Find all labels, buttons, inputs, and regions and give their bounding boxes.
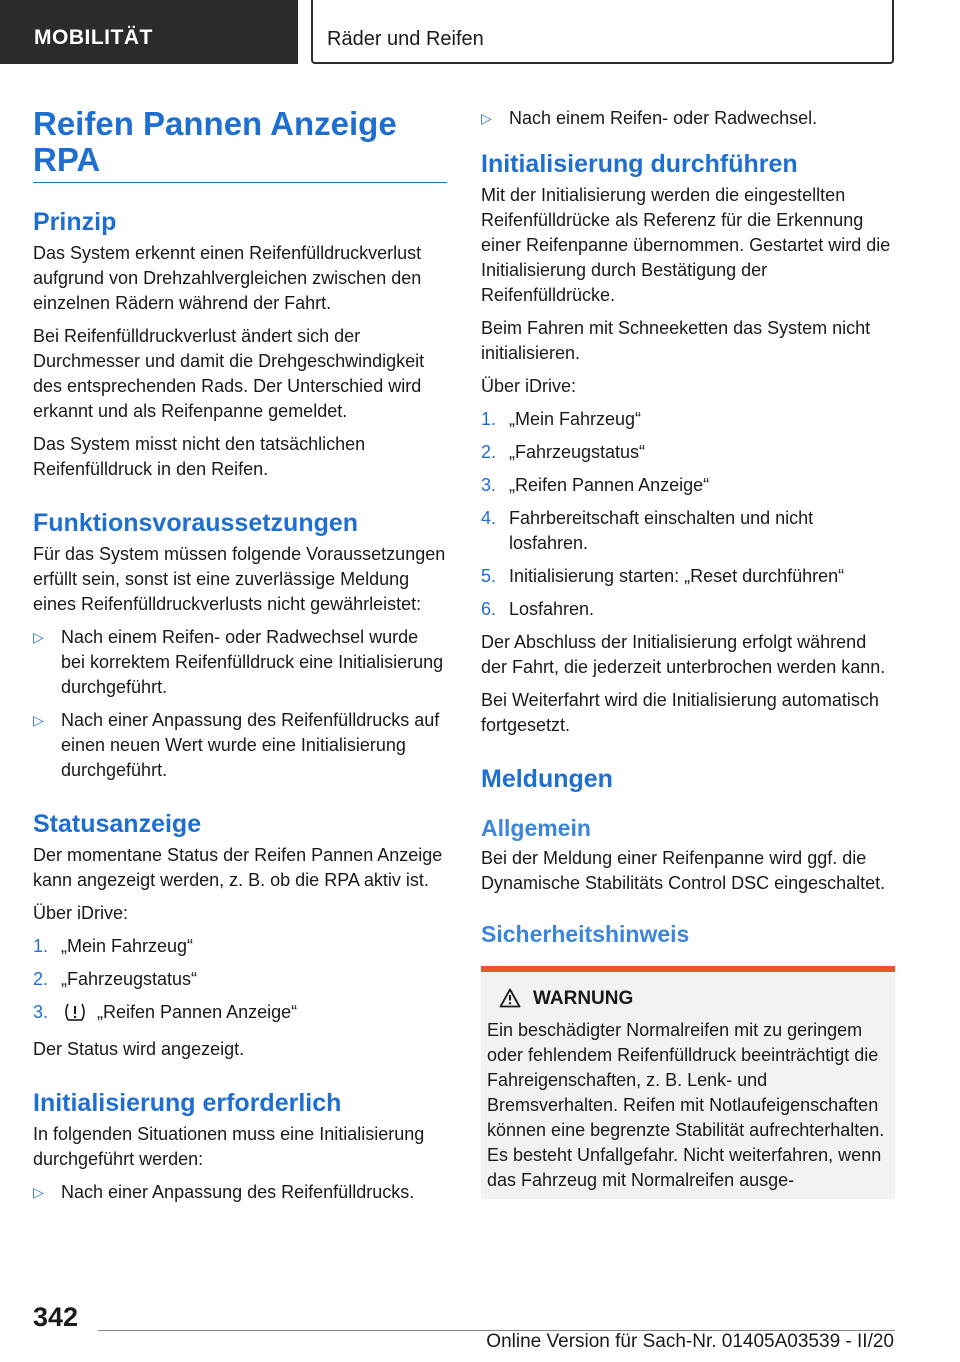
subheading-allgemein: Allgemein (481, 815, 591, 841)
list-item-text: Nach einem Reifen- oder Radwechsel wurde bei korrektem Reifenfülldruck eine Initialisierung durchgeführt. (61, 627, 444, 697)
warning-label: WARNUNG (533, 988, 634, 1009)
list-item (481, 440, 895, 465)
step-text: „Mein Fahrzeug“ (61, 936, 194, 956)
list-item (481, 597, 895, 622)
triangle-right-icon: ▷ (481, 110, 492, 126)
step-number: 1. (33, 936, 49, 956)
step-number: 2. (33, 969, 49, 989)
list-item (481, 407, 895, 432)
section-tab: MOBILITÄT (0, 0, 298, 64)
step-number: 5. (481, 566, 497, 586)
list-item (481, 506, 895, 556)
list-item-text: Nach einer Anpassung des Reifenfülldrucks auf einen neuen Wert wurde eine Initialisierung durchgeführt. (61, 710, 440, 780)
list-item (33, 967, 447, 992)
heading-prinzip: Prinzip (33, 208, 117, 236)
heading-initialisierung-durchfuehren: Initialisierung durchführen (481, 150, 798, 178)
paragraph: Der Status wird angezeigt. (33, 1039, 245, 1059)
tire-pressure-icon (63, 1002, 87, 1029)
page-number: 342 (33, 1302, 79, 1332)
paragraph: Bei der Meldung einer Reifenpanne wird ggf. die Dynamische Stabilitäts Control DSC eingeschaltet. (481, 848, 886, 893)
list-item (481, 106, 895, 131)
step-text: „Reifen Pannen Anzeige“ (509, 475, 710, 495)
list-item-text: Nach einer Anpassung des Reifenfülldrucks. (61, 1182, 415, 1202)
step-number: 2. (481, 442, 497, 462)
list-item (481, 564, 895, 589)
paragraph: Der momentane Status der Reifen Pannen Anzeige kann angezeigt werden, z. B. ob die RPA aktiv ist. (33, 845, 443, 890)
paragraph: Der Abschluss der Initialisierung erfolgt während der Fahrt, die jederzeit unterbrochen werden kann. (481, 632, 886, 677)
paragraph: Das System misst nicht den tatsächlichen Reifenfülldruck in den Reifen. (33, 434, 366, 479)
triangle-right-icon: ▷ (33, 712, 44, 728)
warning-triangle-icon (499, 988, 521, 1008)
warning-box (481, 966, 895, 1199)
step-text: „Fahrzeugstatus“ (61, 969, 198, 989)
page-title: Reifen Pannen Anzeige RPA (33, 106, 447, 183)
list-item (33, 1180, 447, 1205)
right-column (481, 100, 895, 1199)
paragraph: Das System erkennt einen Reifenfülldruckverlust aufgrund von Drehzahlvergleichen zwischen den einzelnen Rädern während der Fahrt. (33, 243, 422, 313)
step-text: Losfahren. (509, 599, 595, 619)
step-text: Initialisierung starten: „Reset durchführen“ (509, 566, 845, 586)
step-number: 3. (33, 1002, 49, 1022)
list-item (33, 1000, 447, 1029)
paragraph: In folgenden Situationen muss eine Initialisierung durchgeführt werden: (33, 1124, 425, 1169)
step-text: „Mein Fahrzeug“ (509, 409, 642, 429)
paragraph: Mit der Initialisierung werden die eingestellten Reifenfülldrücke als Referenz für die Erkennung einer Reifenpanne übernommen. Gestartet wird die Initialisierung durch Bestätigung der Reifenfülldrücke. (481, 185, 891, 305)
step-text: „Fahrzeugstatus“ (509, 442, 646, 462)
heading-statusanzeige: Statusanzeige (33, 810, 202, 838)
step-number: 4. (481, 508, 497, 528)
triangle-right-icon: ▷ (33, 629, 44, 645)
heading-initialisierung-erforderlich: Initialisierung erforderlich (33, 1089, 342, 1117)
paragraph: Für das System müssen folgende Voraussetzungen erfüllt sein, sonst ist eine zuverlässige Meldung eines Reifenfülldruckverlusts nicht gewährleistet: (33, 544, 446, 614)
left-column (33, 100, 447, 1213)
triangle-right-icon: ▷ (33, 1184, 44, 1200)
warning-header (487, 986, 887, 1012)
subheading-sicherheitshinweis: Sicherheitshinweis (481, 921, 690, 947)
paragraph: Über iDrive: (33, 903, 129, 923)
warning-text: Ein beschädigter Normalreifen mit zu geringem oder fehlendem Reifenfülldruck beeinträchtigt die Fahreigenschaften, z. B. Lenk- und Bremsverhalten. Reifen mit Notlaufeigenschaften können eine begrenzte Stabilität aufrechterhalten. Es besteht Unfallgefahr. Nicht weiterfahren, wenn das Fahrzeug mit Normalreifen ausge- (487, 1020, 885, 1190)
chapter-tab: Räder und Reifen (311, 0, 894, 64)
list-item (33, 625, 447, 700)
list-item-text: Nach einem Reifen- oder Radwechsel. (509, 108, 818, 128)
heading-meldungen: Meldungen (481, 765, 613, 793)
list-item (33, 934, 447, 959)
paragraph: Bei Weiterfahrt wird die Initialisierung automatisch fortgesetzt. (481, 690, 879, 735)
list-item (481, 473, 895, 498)
step-number: 6. (481, 599, 497, 619)
paragraph: Über iDrive: (481, 376, 577, 396)
step-text: Fahrbereitschaft einschalten und nicht losfahren. (509, 508, 814, 553)
paragraph: Bei Reifenfülldruckverlust ändert sich der Durchmesser und damit die Drehgeschwindigkeit des entsprechenden Rads. Der Unterschied wird erkannt und als Reifenpanne gemeldet. (33, 326, 425, 421)
paragraph: Beim Fahren mit Schneeketten das System nicht initialisieren. (481, 318, 871, 363)
step-number: 3. (481, 475, 497, 495)
step-number: 1. (481, 409, 497, 429)
list-item (33, 708, 447, 783)
step-text: „Reifen Pannen Anzeige“ (97, 1002, 298, 1022)
footer-version-text: Online Version für Sach-Nr. 01405A03539 - II/20 (486, 1331, 894, 1352)
heading-funktionsvoraussetzungen: Funktionsvoraussetzungen (33, 509, 359, 537)
